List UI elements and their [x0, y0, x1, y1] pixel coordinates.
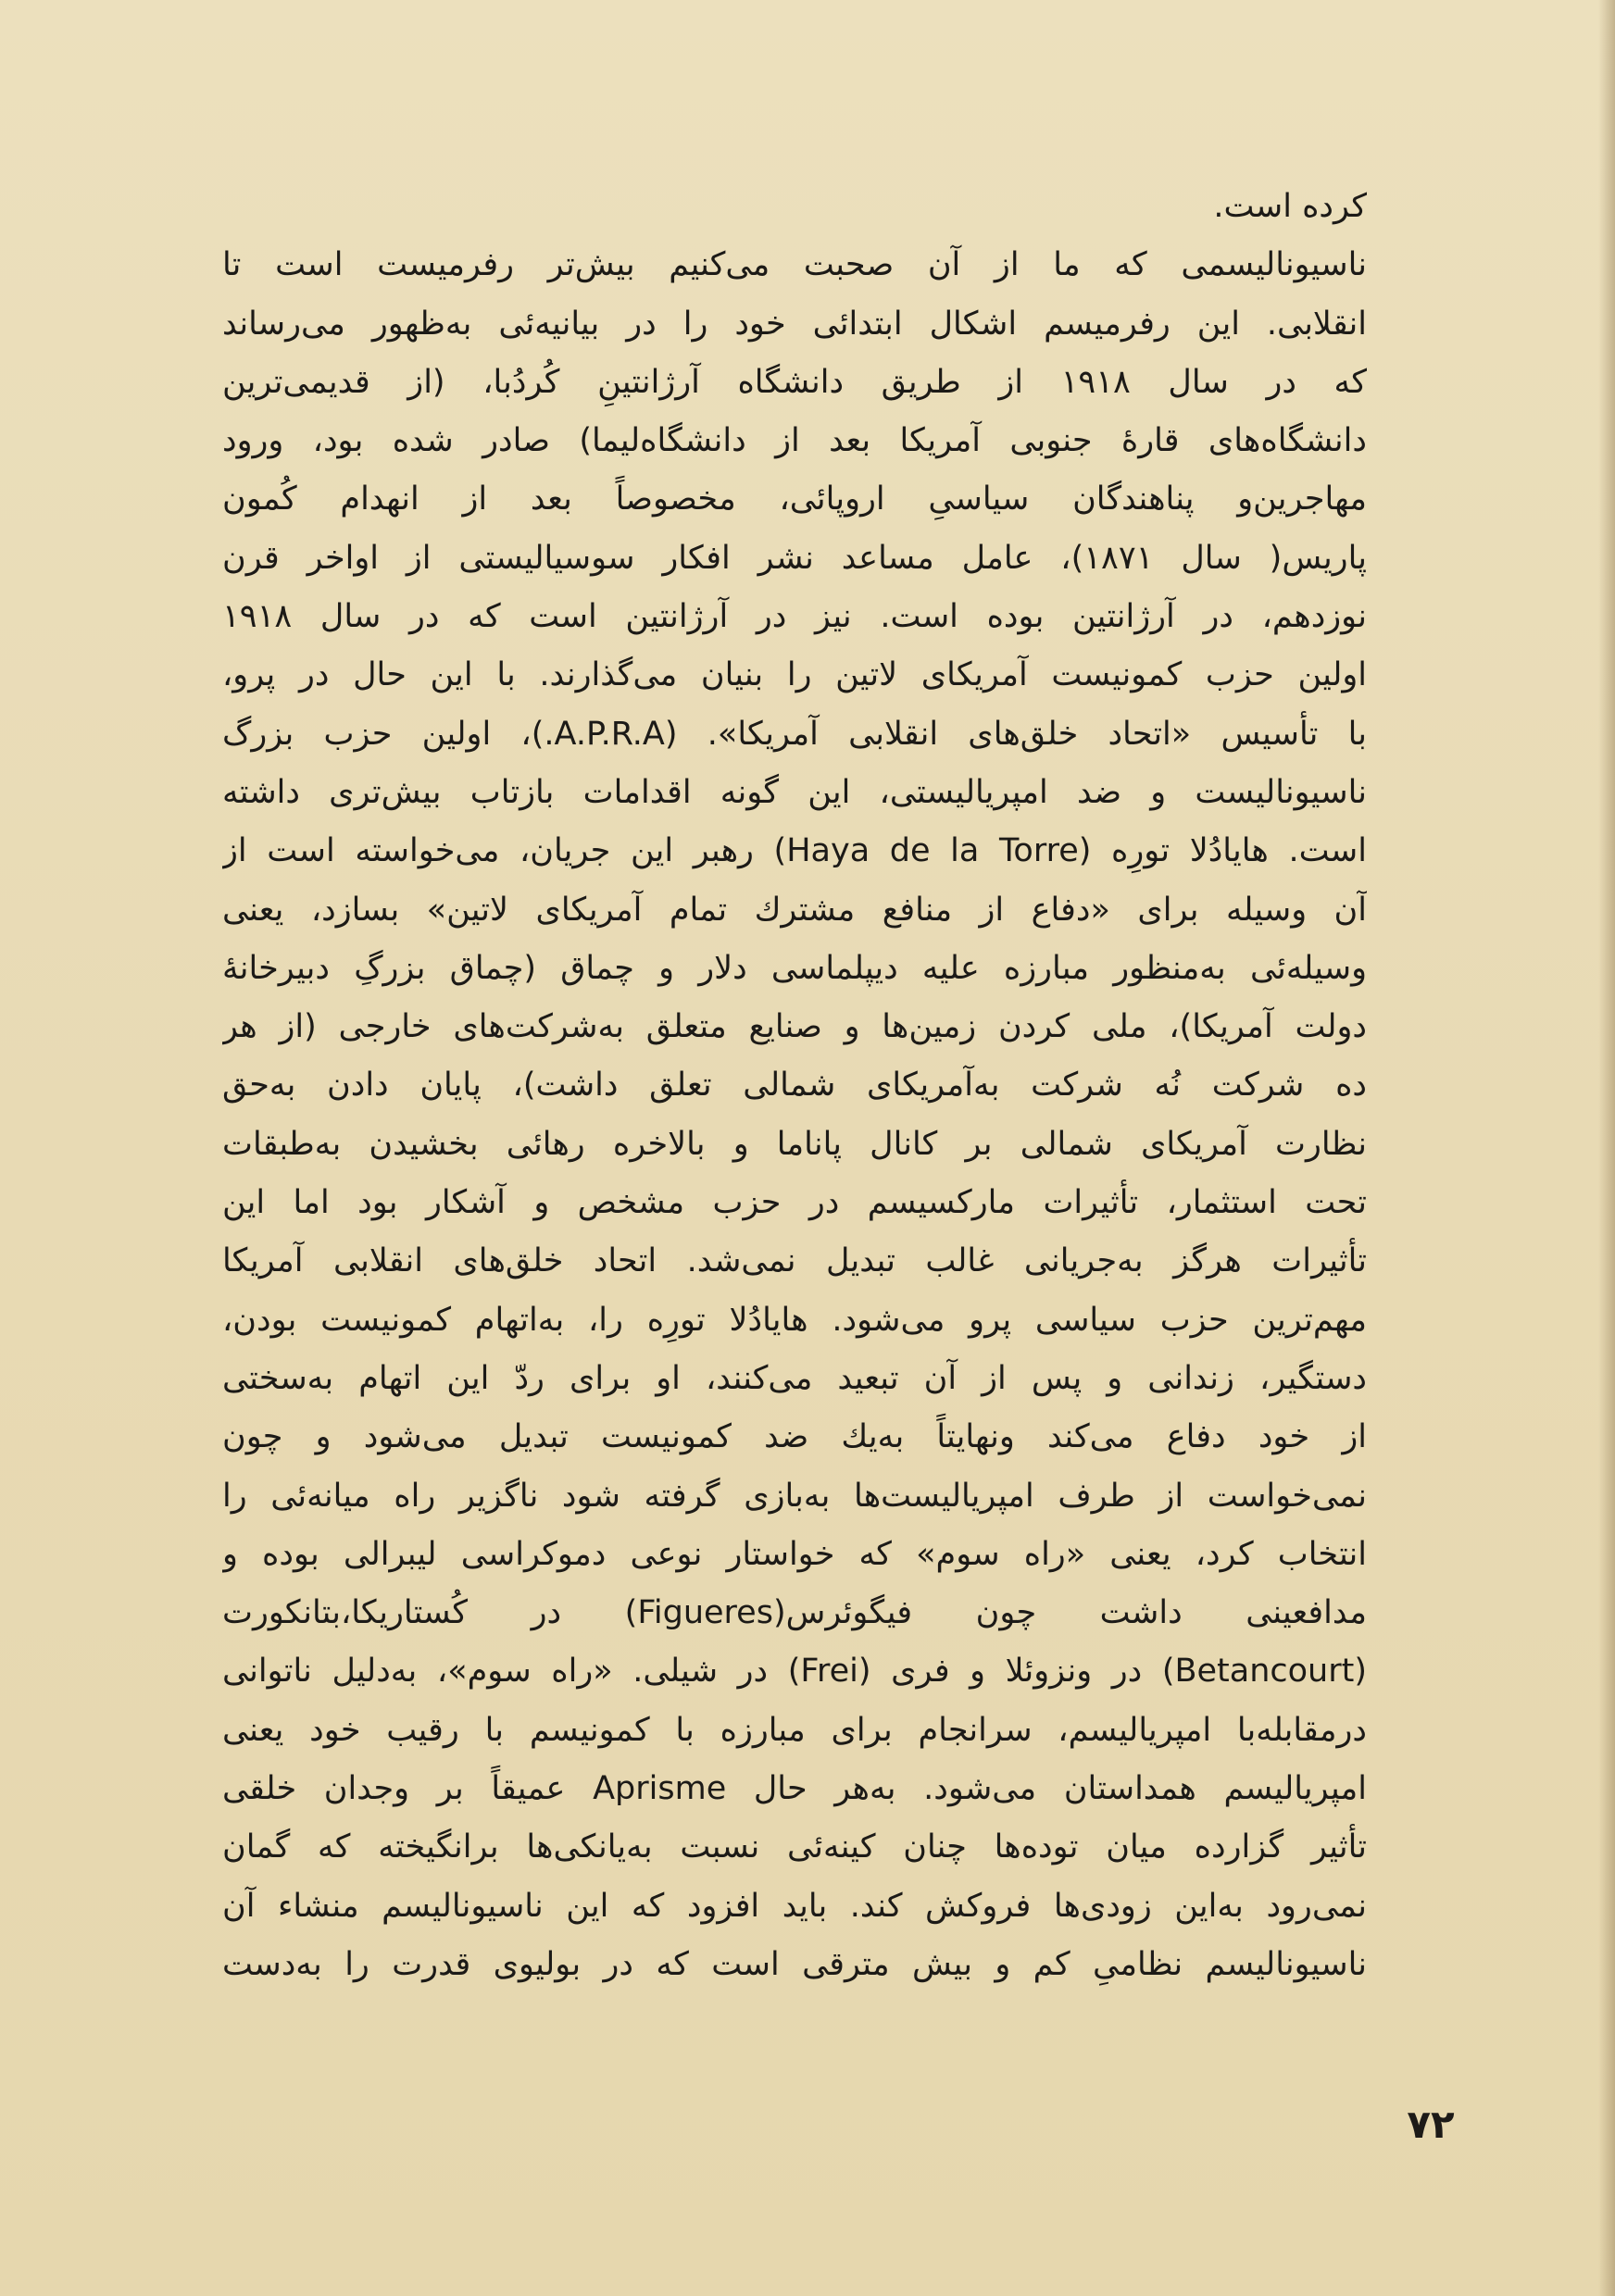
- text-line: انتخاب کرد، یعنی «راه سوم» که خواستار نوعی دموکراسی لیبرالی بوده و: [222, 1535, 1367, 1573]
- text-line: اولین حزب کمونیست آمریکای لاتین را بنیان می‌گذارند. با این حال در پرو،: [222, 656, 1367, 694]
- text-line: که در سال ۱۹۱۸ از طریق دانشگاه آرژانتینِ کُردُبا، (از قدیمی‌ترین: [222, 363, 1367, 401]
- text-line: ناسیونالیسم نظامیِ کم و بیش مترقی است که در بولیوی قدرت را به‌دست: [222, 1945, 1367, 1983]
- text-line: دولت آمریکا)، ملی کردن زمین‌ها و صنایع متعلق به‌شرکت‌های خارجی (از هر: [222, 1008, 1367, 1046]
- text-line: پاریس( سال ۱۸۷۱)، عامل مساعد نشر افکار سوسیالیستی از اواخر قرن: [222, 539, 1367, 577]
- body-text: [222, 178, 1367, 1994]
- text-line: نمی‌رود به‌این زودی‌ها فروکش کند. باید افزود که این ناسیونالیسم منشاء آن: [222, 1887, 1367, 1925]
- text-line: تأثیرات هرگز به‌جریانی غالب تبدیل نمی‌شد. اتحاد خلق‌های انقلابی آمریکا: [222, 1242, 1367, 1280]
- text-line: وسیله‌ئی به‌منظور مبارزه علیه دیپلماسی دلار و چماق (چماق بزرگِ دبیرخانهٔ: [222, 949, 1367, 987]
- page-number: ۷۲: [1407, 2102, 1455, 2147]
- text-line: نظارت آمریکای شمالی بر کانال پاناما و بالاخره رهائی بخشیدن به‌طبقات: [222, 1125, 1367, 1163]
- text-line: (Betancourt) در ونزوئلا و فری (Frei) در شیلی. «راه سوم»، به‌دلیل ناتوانی: [222, 1653, 1367, 1691]
- page-edge-shadow: [1598, 0, 1615, 2296]
- text-line: ناسیونالیست و ضد امپریالیستی، این گونه اقدامات بازتاب بیش‌تری داشته: [222, 773, 1367, 811]
- text-line: امپریالیسم همداستان می‌شود. به‌هر حال Aprisme عمیقاً بر وجدان خلقی: [222, 1770, 1367, 1808]
- text-line: انقلابی. این رفرمیسم اشکال ابتدائی خود را در بیانیه‌ئی به‌ظهور می‌رساند: [222, 305, 1367, 343]
- text-line: ده شرکت نُه شرکت به‌آمریکای شمالی تعلق داشت)، پایان دادن به‌حق: [222, 1067, 1367, 1104]
- text-line: دانشگاه‌های قارهٔ جنوبی آمریکا بعد از دانشگاه‌لیما) صادر شده بود، ورود: [222, 422, 1367, 460]
- text-line: نمی‌خواست از طرف امپریالیست‌ها به‌بازی گرفته شود ناگزیر راه میانه‌ئی را: [222, 1477, 1367, 1515]
- text-line: با تأسیس «اتحاد خلق‌های انقلابی آمریکا». (A.P.R.A.)، اولین حزب بزرگ: [222, 715, 1367, 753]
- text-line: تحت استثمار، تأثیرات مارکسیسم در حزب مشخص و آشکار بود اما این: [222, 1184, 1367, 1222]
- text-line: آن وسیله برای «دفاع از منافع مشترك تمام آمریکای لاتین» بسازد، یعنی: [222, 891, 1367, 929]
- text-line: ناسیونالیسمی که ما از آن صحبت می‌کنیم بیش‌تر رفرمیست است تا: [222, 246, 1367, 284]
- text-line: درمقابله‌با امپریالیسم، سرانجام برای مبارزه با کمونیسم با رقیب خود یعنی: [222, 1711, 1367, 1749]
- text-line: نوزدهم، در آرژانتین بوده است. نیز در آرژانتین است که در سال ۱۹۱۸: [222, 598, 1367, 636]
- text-line: مدافعینی داشت چون فیگوئرس(Figueres) در کُستاریکا،بتانکورت: [222, 1594, 1367, 1632]
- text-line: است. هایادُلا تورِه (Haya de la Torre) رهبر این جریان، می‌خواسته است از: [222, 832, 1367, 870]
- text-line: از خود دفاع می‌کند ونهایتاً به‌یك ضد کمونیست تبدیل می‌شود و چون: [222, 1418, 1367, 1456]
- text-line: کرده است.: [1213, 188, 1367, 225]
- text-line: مهاجرین‌و پناهندگان سیاسیِ اروپائی، مخصوصاً بعد از انهدام کُمون: [222, 480, 1367, 518]
- text-line: دستگیر، زندانی و پس از آن تبعید می‌کنند، او برای ردّ این اتهام به‌سختی: [222, 1359, 1367, 1397]
- text-line: تأثیر گزارده میان توده‌ها چنان کینه‌ئی نسبت به‌یانکی‌ها برانگیخته که گمان: [222, 1828, 1367, 1866]
- text-line: مهم‌ترین حزب سیاسی پرو می‌شود. هایادُلا تورِه را، به‌اتهام کمونیست بودن،: [222, 1301, 1367, 1339]
